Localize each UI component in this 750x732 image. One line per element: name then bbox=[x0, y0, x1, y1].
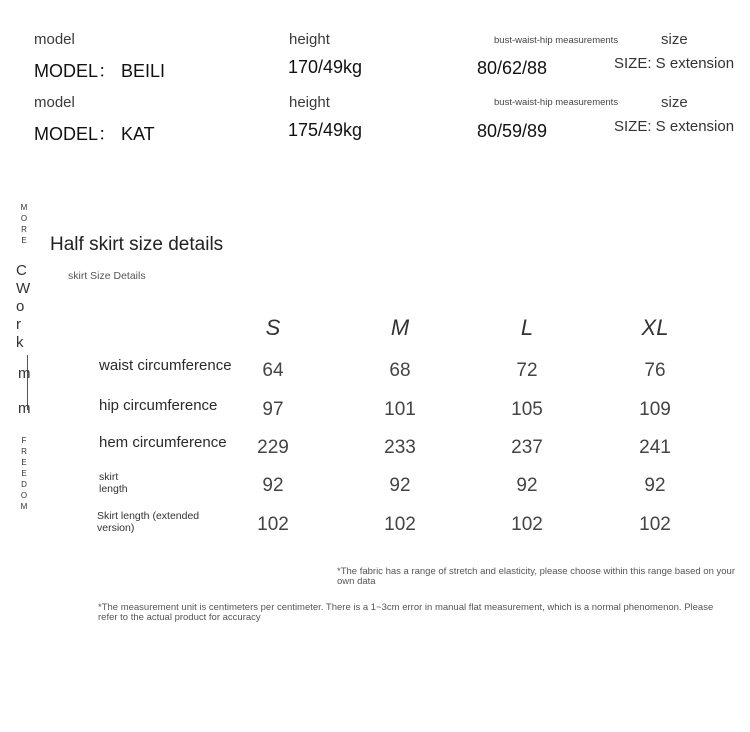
side-letter: R bbox=[21, 225, 27, 234]
table-cell: 102 bbox=[639, 514, 671, 535]
row-label-skirt-length-extended: Skirt length (extended version) bbox=[97, 510, 200, 534]
side-letter: D bbox=[21, 480, 27, 489]
side-text-freedom bbox=[18, 435, 30, 512]
model-height: 175/49kg bbox=[288, 120, 363, 140]
side-letter: E bbox=[21, 236, 27, 245]
table-cell: 237 bbox=[511, 437, 543, 458]
table-cell: 97 bbox=[262, 399, 284, 420]
table-cell: 241 bbox=[639, 437, 671, 458]
row-label-skirt-length: skirt length bbox=[99, 471, 128, 495]
size-col-s: S bbox=[265, 315, 281, 340]
size-header: size bbox=[661, 94, 688, 111]
model-header: model bbox=[34, 31, 75, 48]
measurement-note: *The measurement unit is centimeters per centimeter. There is a 1~3cm error in manual flat measurement, which is a normal phenomenon. Please refer to the actual product for accuracy bbox=[98, 602, 714, 623]
row-label-hem: hem circumference bbox=[99, 434, 227, 451]
side-text-work bbox=[16, 262, 30, 352]
table-cell: 64 bbox=[262, 360, 284, 381]
fabric-note: *The fabric has a range of stretch and elasticity, please choose within this range based on your own data bbox=[337, 566, 735, 587]
size-col-l: L bbox=[520, 315, 534, 340]
table-cell: 92 bbox=[262, 475, 284, 496]
size-col-xl: XL bbox=[641, 315, 669, 340]
side-text-m2: m bbox=[18, 400, 31, 417]
row-label-hip: hip circumference bbox=[99, 397, 218, 414]
model-name: MODEL： BEILI bbox=[34, 61, 166, 81]
side-letter: O bbox=[20, 214, 28, 223]
table-cell: 102 bbox=[257, 514, 289, 535]
side-letter: W bbox=[16, 280, 31, 297]
side-letter: R bbox=[21, 447, 27, 456]
measurements-header: bust-waist-hip measurements bbox=[494, 35, 619, 46]
table-cell: 72 bbox=[516, 360, 538, 381]
side-letter: k bbox=[16, 334, 24, 351]
side-letter: O bbox=[20, 491, 28, 500]
side-text-m1: m bbox=[18, 365, 31, 382]
model-size: SIZE: S extension bbox=[614, 55, 735, 72]
side-letter: E bbox=[21, 458, 27, 467]
table-cell: 102 bbox=[511, 514, 543, 535]
side-letter: C bbox=[16, 262, 27, 279]
table-cell: 105 bbox=[511, 399, 543, 420]
side-letter: F bbox=[21, 436, 27, 445]
side-letter: M bbox=[20, 502, 28, 511]
side-letter: E bbox=[21, 469, 27, 478]
height-header: height bbox=[289, 31, 330, 48]
table-cell: 101 bbox=[384, 399, 416, 420]
row-label-waist: waist circumference bbox=[99, 357, 232, 374]
table-title: Half skirt size details bbox=[50, 234, 224, 255]
model-height: 170/49kg bbox=[288, 57, 363, 77]
table-cell: 92 bbox=[389, 475, 411, 496]
table-cell: 76 bbox=[644, 360, 666, 381]
side-text-more bbox=[18, 202, 30, 246]
table-cell: 68 bbox=[389, 360, 411, 381]
table-cell: 233 bbox=[384, 437, 416, 458]
model-measurements: 80/59/89 bbox=[477, 121, 548, 141]
table-cell: 109 bbox=[639, 399, 671, 420]
size-col-m: M bbox=[390, 315, 410, 340]
table-cell: 229 bbox=[257, 437, 289, 458]
table-subtitle: skirt Size Details bbox=[68, 270, 146, 282]
table-cell: 92 bbox=[644, 475, 666, 496]
table-cell: 102 bbox=[384, 514, 416, 535]
model-measurements: 80/62/88 bbox=[477, 58, 548, 78]
side-letter: r bbox=[16, 316, 21, 333]
height-header: height bbox=[289, 94, 330, 111]
model-header: model bbox=[34, 94, 75, 111]
side-letter: o bbox=[16, 298, 25, 315]
side-letter: M bbox=[20, 203, 28, 212]
model-name: MODEL： KAT bbox=[34, 124, 155, 144]
size-header: size bbox=[661, 31, 688, 48]
model-size: SIZE: S extension bbox=[614, 118, 735, 135]
table-cell: 92 bbox=[516, 475, 538, 496]
measurements-header: bust-waist-hip measurements bbox=[494, 97, 619, 108]
